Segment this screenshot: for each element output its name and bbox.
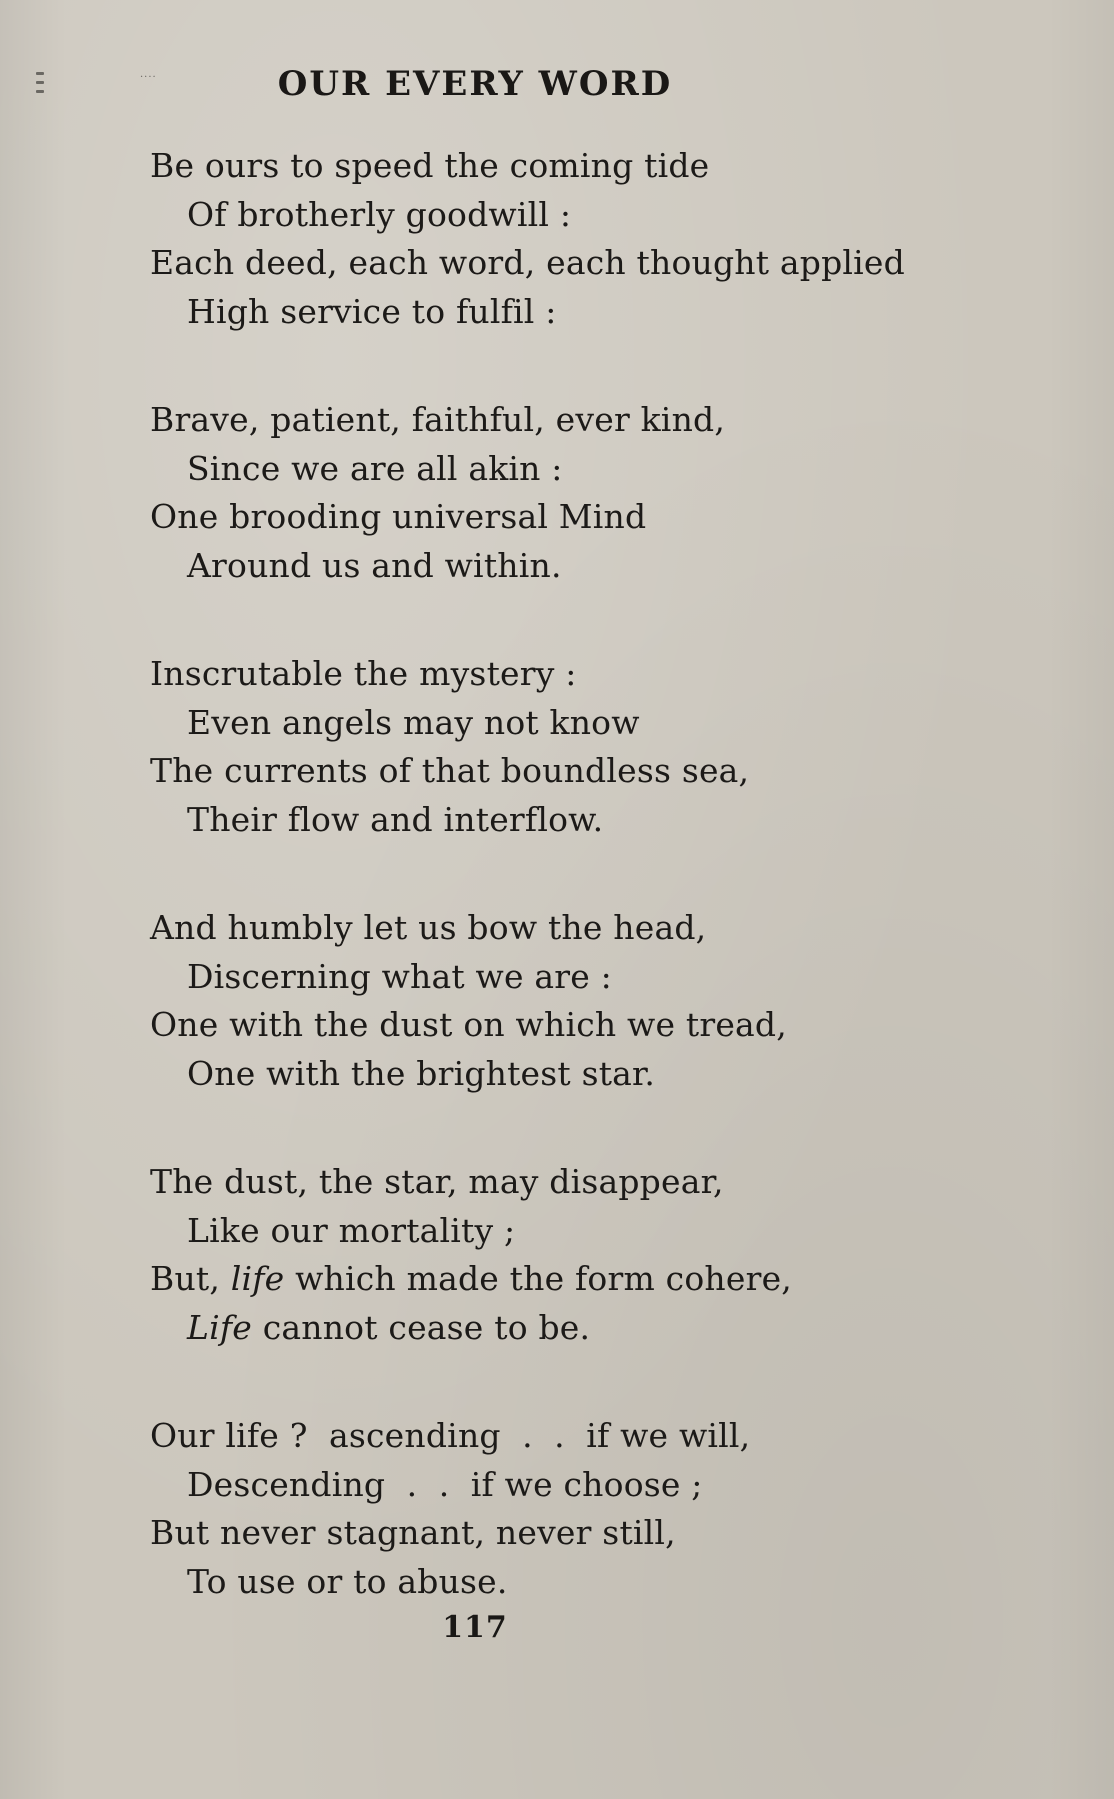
- line-text: The dust, the star, may disappear,: [150, 1162, 724, 1201]
- poem-line: [150, 288, 1050, 337]
- poem-body: [150, 142, 1050, 1666]
- line-text: cannot cease to be.: [252, 1307, 591, 1347]
- line-text: Even angels may not know: [187, 702, 640, 742]
- line-emphasis: life: [230, 1259, 285, 1298]
- poem-line: [150, 747, 1050, 796]
- stanza: [150, 1412, 1050, 1606]
- line-text: which made the form cohere,: [284, 1259, 792, 1298]
- line-text: And humbly let us bow the head,: [150, 908, 707, 947]
- poem-line: [150, 1509, 1050, 1558]
- poem-line: [150, 1255, 1050, 1304]
- poem-line: [150, 542, 1050, 591]
- stanza: [150, 142, 1050, 336]
- poem-line: [150, 1558, 1050, 1607]
- line-text: Since we are all akin :: [187, 448, 563, 488]
- line-text: Our life ? ascending . . if we will,: [150, 1416, 751, 1455]
- poem-line: [150, 142, 1050, 191]
- running-header: OUR EVERY WORD: [277, 64, 673, 104]
- line-text: The currents of that boundless sea,: [150, 751, 750, 790]
- poem-line: [150, 1207, 1050, 1256]
- line-text: High service to fulfil :: [187, 291, 557, 331]
- poem-line: [150, 1001, 1050, 1050]
- poem-line: [150, 1050, 1050, 1099]
- poem-line: [150, 953, 1050, 1002]
- stanza: [150, 650, 1050, 844]
- poem-line: [150, 699, 1050, 748]
- line-text: Descending . . if we choose ;: [187, 1464, 703, 1504]
- poem-line: [150, 796, 1050, 845]
- line-text: Of brotherly goodwill :: [187, 194, 572, 234]
- stanza: [150, 1158, 1050, 1352]
- poem-line: [150, 904, 1050, 953]
- margin-dots: ····: [140, 72, 157, 83]
- poem-line: [150, 1304, 1050, 1353]
- poem-line: [150, 239, 1050, 288]
- line-text: Discerning what we are :: [187, 956, 612, 996]
- line-text: Inscrutable the mystery :: [150, 654, 577, 693]
- line-text: Be ours to speed the coming tide: [150, 146, 710, 185]
- poem-line: [150, 1461, 1050, 1510]
- line-text: One brooding universal Mind: [150, 497, 647, 536]
- line-text: Around us and within.: [187, 545, 562, 585]
- poem-line: [150, 396, 1050, 445]
- poem-line: [150, 445, 1050, 494]
- line-text: Brave, patient, faithful, ever kind,: [150, 400, 726, 439]
- line-text: Like our mortality ;: [187, 1210, 516, 1250]
- stanza: [150, 396, 1050, 590]
- line-text: One with the dust on which we tread,: [150, 1005, 787, 1044]
- poem-line: [150, 493, 1050, 542]
- page-number: 117: [442, 1610, 508, 1645]
- poem-line: [150, 1158, 1050, 1207]
- line-text: Each deed, each word, each thought applied: [150, 243, 905, 282]
- stanza: [150, 904, 1050, 1098]
- line-text: Their flow and interflow.: [187, 799, 604, 839]
- line-emphasis: Life: [187, 1307, 253, 1347]
- line-text: One with the brightest star.: [187, 1053, 656, 1093]
- line-text: To use or to abuse.: [187, 1561, 508, 1601]
- line-text: But,: [150, 1259, 231, 1298]
- poem-line: [150, 650, 1050, 699]
- poem-line: [150, 1412, 1050, 1461]
- line-text: But never stagnant, never still,: [150, 1513, 676, 1552]
- poem-line: [150, 191, 1050, 240]
